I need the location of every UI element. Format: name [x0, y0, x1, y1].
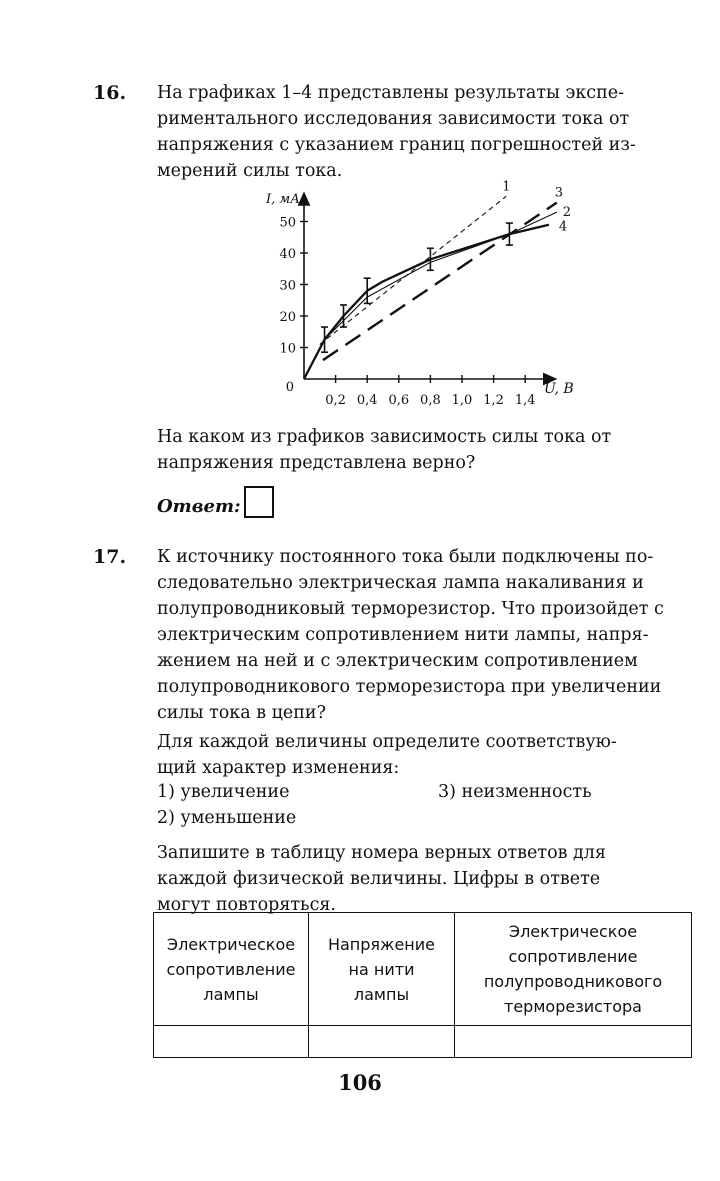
text-line: риментального исследования зависимости тока от	[157, 109, 630, 129]
header-line: сопротивление	[166, 959, 296, 979]
text-line: электрическим сопротивлением нити лампы, напря-	[157, 625, 649, 645]
y-axis-label: I, мА	[265, 191, 300, 207]
text-line: полупроводникового терморезистора при увеличении	[157, 677, 662, 697]
x-tick-label: 0,6	[388, 393, 410, 408]
series-3-line	[323, 203, 557, 361]
text-line: мерений силы тока.	[157, 161, 343, 181]
text-line: жением на ней и с электрическим сопротивлением	[157, 651, 638, 671]
text-line: следовательно электрическая лампа накаливания и	[157, 573, 644, 593]
answer-input-box[interactable]	[244, 486, 274, 518]
answer-cell-lamp-resistance[interactable]	[154, 1026, 309, 1058]
text-line: могут повторяться.	[157, 895, 336, 915]
text-line: На графиках 1–4 представлены результаты экспе-	[157, 83, 625, 103]
text-line: напряжения представлена верно?	[157, 453, 476, 473]
answer-label: Ответ:	[157, 496, 241, 517]
header-lamp-resistance	[154, 913, 309, 1026]
series-4-label: 4	[558, 219, 568, 235]
text-line: щий характер изменения:	[157, 758, 400, 778]
header-line: лампы	[353, 984, 410, 1004]
question-17-number: 17.	[93, 546, 127, 568]
text-line: Запишите в таблицу номера верных ответов для	[157, 843, 606, 863]
answer-cell-filament-voltage[interactable]	[309, 1026, 455, 1058]
header-line: на нити	[348, 959, 415, 979]
x-axis-label: U, В	[544, 381, 574, 397]
series-3-label: 3	[554, 185, 564, 201]
x-tick-label: 0,2	[325, 393, 346, 408]
y-tick-label: 10	[279, 341, 296, 357]
series-1-line	[320, 196, 506, 344]
question-17-write-instruction	[157, 840, 687, 918]
header-line: лампы	[203, 984, 259, 1004]
x-tick-label: 0,8	[420, 393, 441, 408]
text-line: полупроводниковый терморезистор. Что произойдет с	[157, 599, 664, 619]
x-tick-label: 0,4	[356, 393, 378, 408]
origin-label: 0	[285, 380, 294, 395]
option-increase: 1) увеличение	[157, 782, 290, 802]
x-tick-label: 1,0	[451, 393, 473, 408]
header-line: терморезистора	[504, 997, 642, 1016]
answer-table	[153, 912, 692, 1058]
text-line: К источнику постоянного тока были подключены по-	[157, 547, 654, 567]
page-number: 106	[338, 1070, 382, 1095]
header-line: сопротивление	[508, 947, 638, 966]
question-16-number: 16.	[93, 82, 127, 104]
series-2-label: 2	[562, 205, 572, 221]
text-line: На каком из графиков зависимость силы тока от	[157, 427, 612, 447]
current-voltage-chart	[0, 0, 720, 420]
table-answer-row	[154, 1026, 692, 1058]
series-1-label: 1	[502, 179, 511, 195]
text-line: Для каждой величины определите соответствую-	[157, 732, 617, 752]
x-tick-label: 1,2	[483, 393, 504, 408]
x-tick-label: 1,4	[514, 393, 536, 408]
header-filament-voltage	[309, 913, 455, 1026]
question-17-text	[157, 544, 687, 726]
option-unchanged: 3) неизменность	[438, 782, 592, 802]
option-decrease: 2) уменьшение	[157, 808, 297, 828]
question-17-instruction	[157, 729, 687, 781]
y-tick-label: 40	[279, 247, 296, 262]
header-line: полупроводникового	[483, 972, 663, 991]
series-4-line	[304, 225, 549, 379]
text-line: силы тока в цепи?	[157, 703, 326, 723]
table-header-row	[154, 913, 692, 1026]
header-line: Электрическое	[166, 934, 296, 954]
y-tick-label: 50	[279, 215, 296, 231]
header-thermistor-resistance	[455, 913, 692, 1026]
text-line: напряжения с указанием границ погрешностей из-	[157, 135, 636, 155]
header-line: Электрическое	[508, 922, 638, 941]
question-16-prompt	[157, 424, 687, 476]
answer-cell-thermistor-resistance[interactable]	[455, 1026, 692, 1058]
header-line: Напряжение	[327, 934, 436, 954]
y-tick-label: 20	[279, 310, 296, 325]
text-line: каждой физической величины. Цифры в ответе	[157, 869, 601, 889]
y-tick-label: 30	[279, 278, 296, 294]
